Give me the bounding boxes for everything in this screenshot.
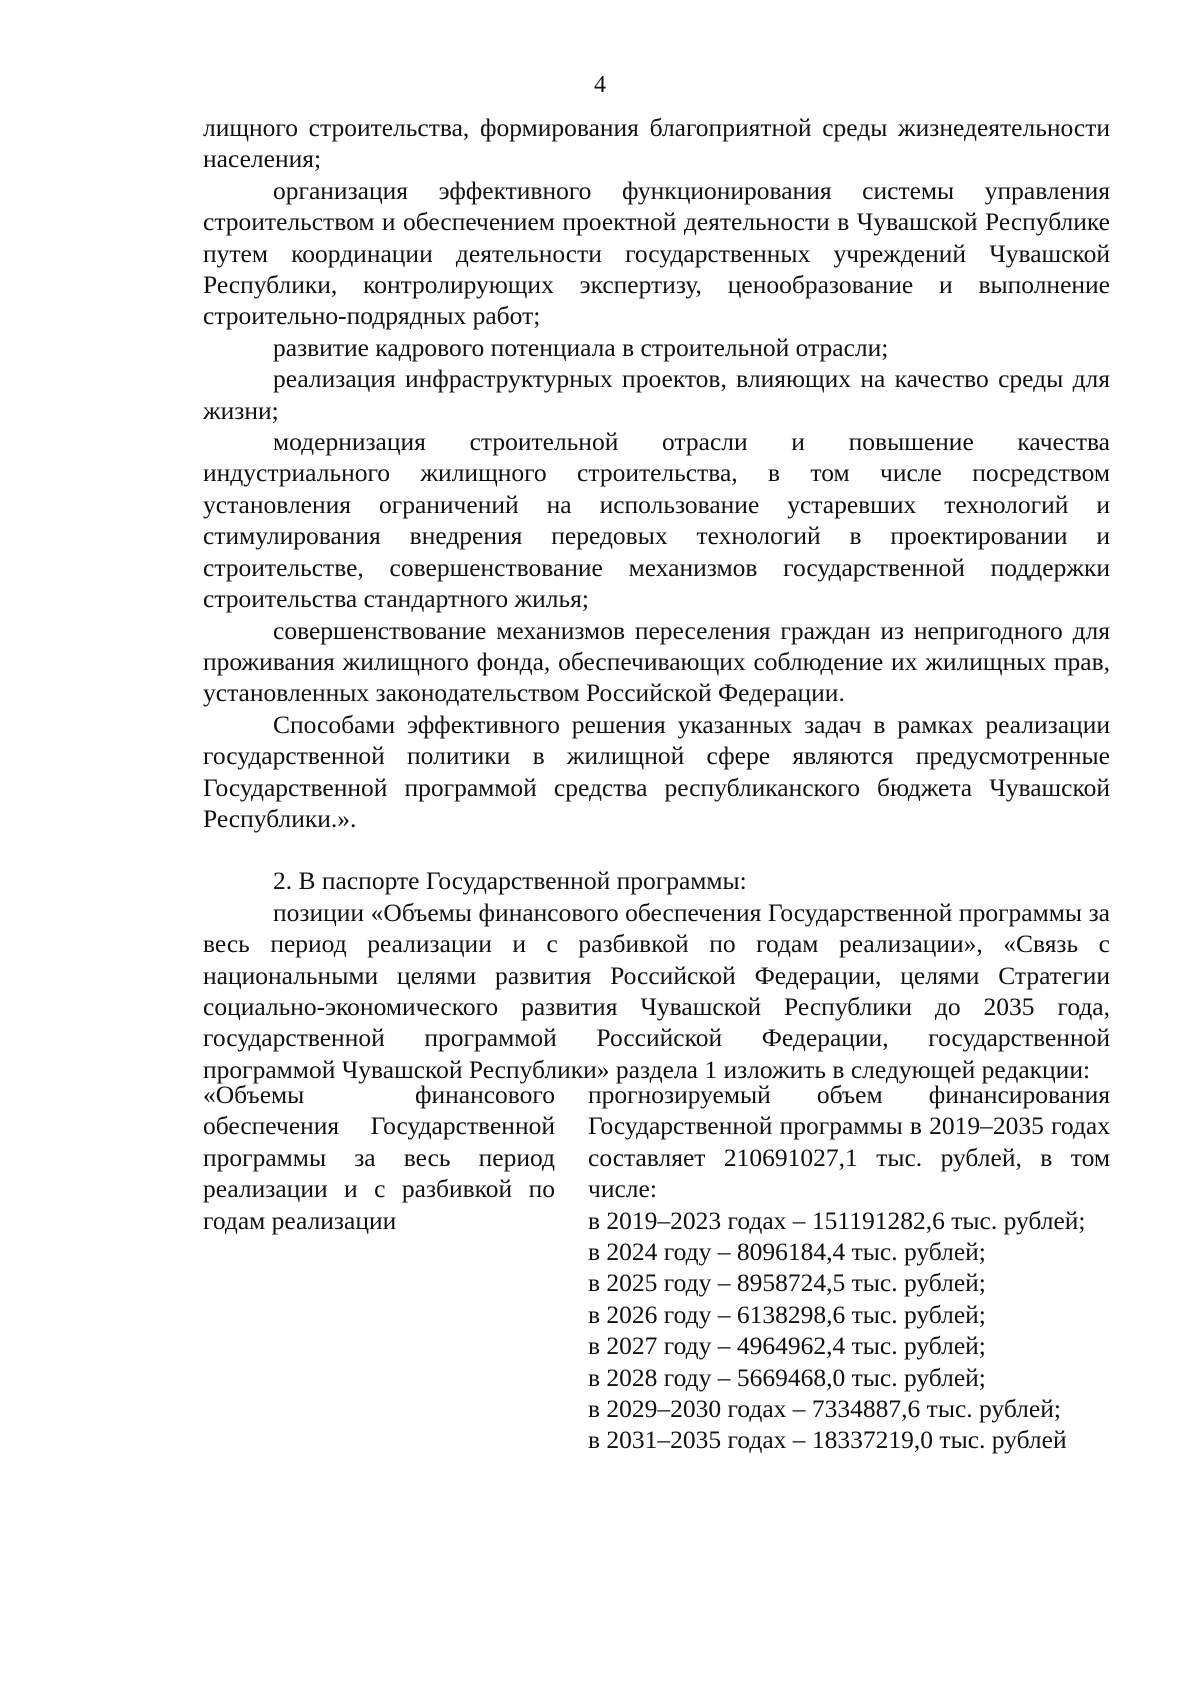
funding-line: в 2029–2030 годах – 7334887,6 тыс. рублей;: [588, 1394, 1061, 1424]
paragraph: организация эффективного функционирования системы управления строительством и обеспечением проектной деятельности в Чувашской Республике путем координации деятельности государственных учреждений Чувашской Республики, контролирующих экспертизу, ценообразование и выполнение строительно-подрядных работ;: [203, 175, 1110, 331]
funding-line: в 2025 году – 8958724,5 тыс. рублей;: [588, 1268, 986, 1298]
passport-position-label: «Объемы финансового обеспечения Государственной программы за весь период реализации и с разбивкой по годам реализации: [203, 1080, 555, 1235]
passport-position-value: [588, 1079, 1110, 1456]
funding-line: в 2027 году – 4964962,4 тыс. рублей;: [588, 1331, 986, 1361]
funding-line: в 2026 году – 6138298,6 тыс. рублей;: [588, 1299, 986, 1329]
funding-line: в 2024 году – 8096184,4 тыс. рублей;: [588, 1237, 986, 1267]
funding-line: в 2019–2023 годах – 151191282,6 тыс. рублей;: [588, 1205, 1086, 1235]
paragraph: лищного строительства, формирования благоприятной среды жизнедеятельности населения;: [203, 113, 1110, 174]
funding-line: в 2028 году – 5669468,0 тыс. рублей;: [588, 1362, 986, 1392]
paragraph: реализация инфраструктурных проектов, влияющих на качество среды для жизни;: [203, 364, 1110, 425]
paragraph: Способами эффективного решения указанных задач в рамках реализации государственной политики в жилищной сфере являются предусмотренные Государственной программой средства республиканского бюджета Чувашской Республики.».: [203, 709, 1110, 833]
funding-line: в 2031–2035 годах – 18337219,0 тыс. рублей: [588, 1425, 1067, 1455]
page-number: 4: [594, 72, 606, 98]
paragraph: модернизация строительной отрасли и повышение качества индустриального жилищного строительства, в том числе посредством установления ограничений на использование устаревших технологий и стимулирования внедрения передовых технологий в проектировании и строительстве, совершенствование механизмов государственной поддержки строительства стандартного жилья;: [203, 427, 1110, 614]
funding-intro: прогнозируемый объем финансирования Государственной программы в 2019–2035 годах составляет 210691027,1 тыс. рублей, в том числе:: [588, 1080, 1110, 1204]
paragraph: совершенствование механизмов переселения граждан из непригодного для проживания жилищного фонда, обеспечивающих соблюдение их жилищных прав, установленных законодательством Российской Федерации.: [203, 615, 1110, 708]
section-heading: 2. В паспорте Государственной программы:: [273, 866, 747, 896]
paragraph: развитие кадрового потенциала в строительной отрасли;: [273, 332, 889, 362]
body-text: [203, 112, 1110, 1085]
paragraph: позиции «Объемы финансового обеспечения Государственной программы за весь период реализации и с разбивкой по годам реализации», «Связь с национальными целями развития Российской Федерации, целями Стратегии социально-экономического развития Чувашской Республики до 2035 года, государственной программой Российской Федерации, государственной программой Чувашской Республики» раздела 1 изложить в следующей редакции:: [203, 897, 1110, 1084]
